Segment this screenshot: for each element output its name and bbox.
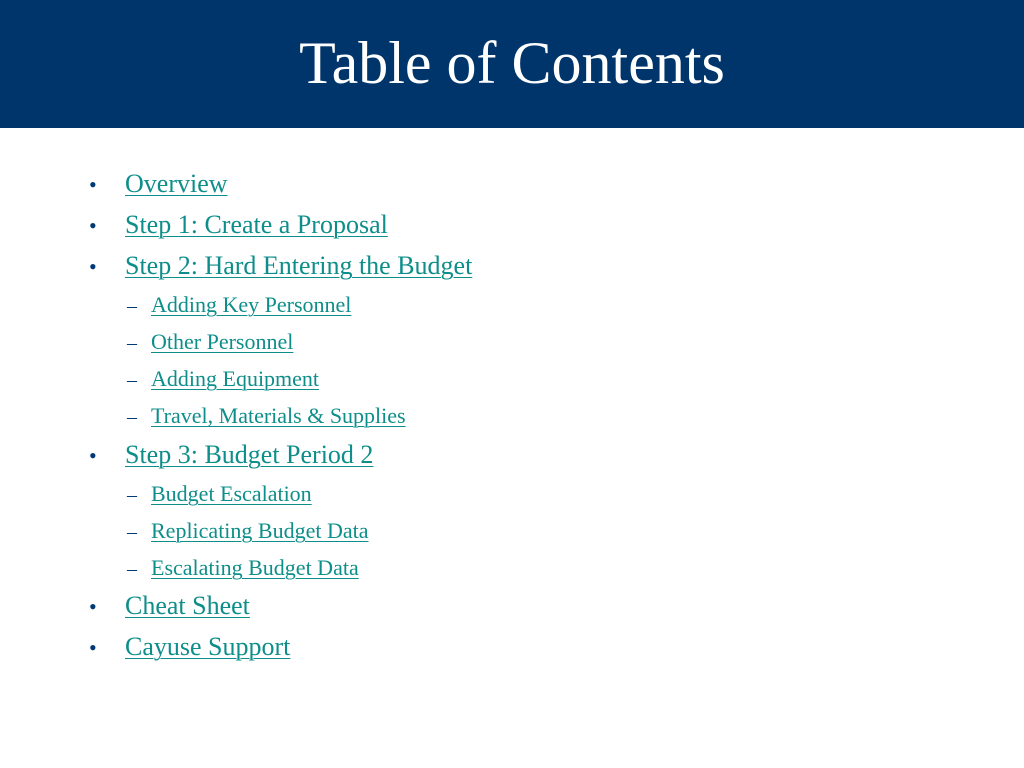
bullet-icon: • [89, 635, 97, 660]
link-step-2-hard-entering-budget[interactable]: Step 2: Hard Entering the Budget [125, 251, 473, 280]
toc-item-step-3 [89, 439, 373, 472]
link-cayuse-support[interactable]: Cayuse Support [125, 632, 291, 661]
dash-icon: – [127, 295, 137, 317]
link-adding-equipment[interactable]: Adding Equipment [151, 366, 320, 391]
link-step-1-create-proposal[interactable]: Step 1: Create a Proposal [125, 210, 388, 239]
dash-icon: – [127, 558, 137, 580]
toc-subitem-replicating-budget-data [127, 517, 369, 546]
toc-item-cayuse-support [89, 631, 290, 664]
toc-subitem-travel-materials-supplies [127, 402, 406, 431]
toc-item-step-1 [89, 209, 388, 242]
toc-item-overview [89, 168, 228, 201]
toc-subitem-escalating-budget-data [127, 554, 359, 583]
link-overview[interactable]: Overview [125, 169, 228, 198]
bullet-icon: • [89, 254, 97, 279]
bullet-icon: • [89, 443, 97, 468]
link-other-personnel[interactable]: Other Personnel [151, 329, 294, 354]
toc-item-step-2 [89, 250, 472, 283]
link-adding-key-personnel[interactable]: Adding Key Personnel [151, 292, 352, 317]
dash-icon: – [127, 369, 137, 391]
link-replicating-budget-data[interactable]: Replicating Budget Data [151, 518, 369, 543]
bullet-icon: • [89, 213, 97, 238]
link-cheat-sheet[interactable]: Cheat Sheet [125, 591, 250, 620]
link-budget-escalation[interactable]: Budget Escalation [151, 481, 312, 506]
link-step-3-budget-period-2[interactable]: Step 3: Budget Period 2 [125, 440, 374, 469]
page-title: Table of Contents [299, 30, 725, 96]
toc-subitem-adding-key-personnel [127, 291, 351, 320]
bullet-icon: • [89, 172, 97, 197]
dash-icon: – [127, 332, 137, 354]
dash-icon: – [127, 406, 137, 428]
dash-icon: – [127, 521, 137, 543]
dash-icon: – [127, 484, 137, 506]
toc-subitem-other-personnel [127, 328, 293, 357]
toc-item-cheat-sheet [89, 590, 250, 623]
link-escalating-budget-data[interactable]: Escalating Budget Data [151, 555, 359, 580]
toc-subitem-adding-equipment [127, 365, 319, 394]
bullet-icon: • [89, 594, 97, 619]
toc-subitem-budget-escalation [127, 480, 312, 509]
link-travel-materials-supplies[interactable]: Travel, Materials & Supplies [151, 403, 406, 428]
